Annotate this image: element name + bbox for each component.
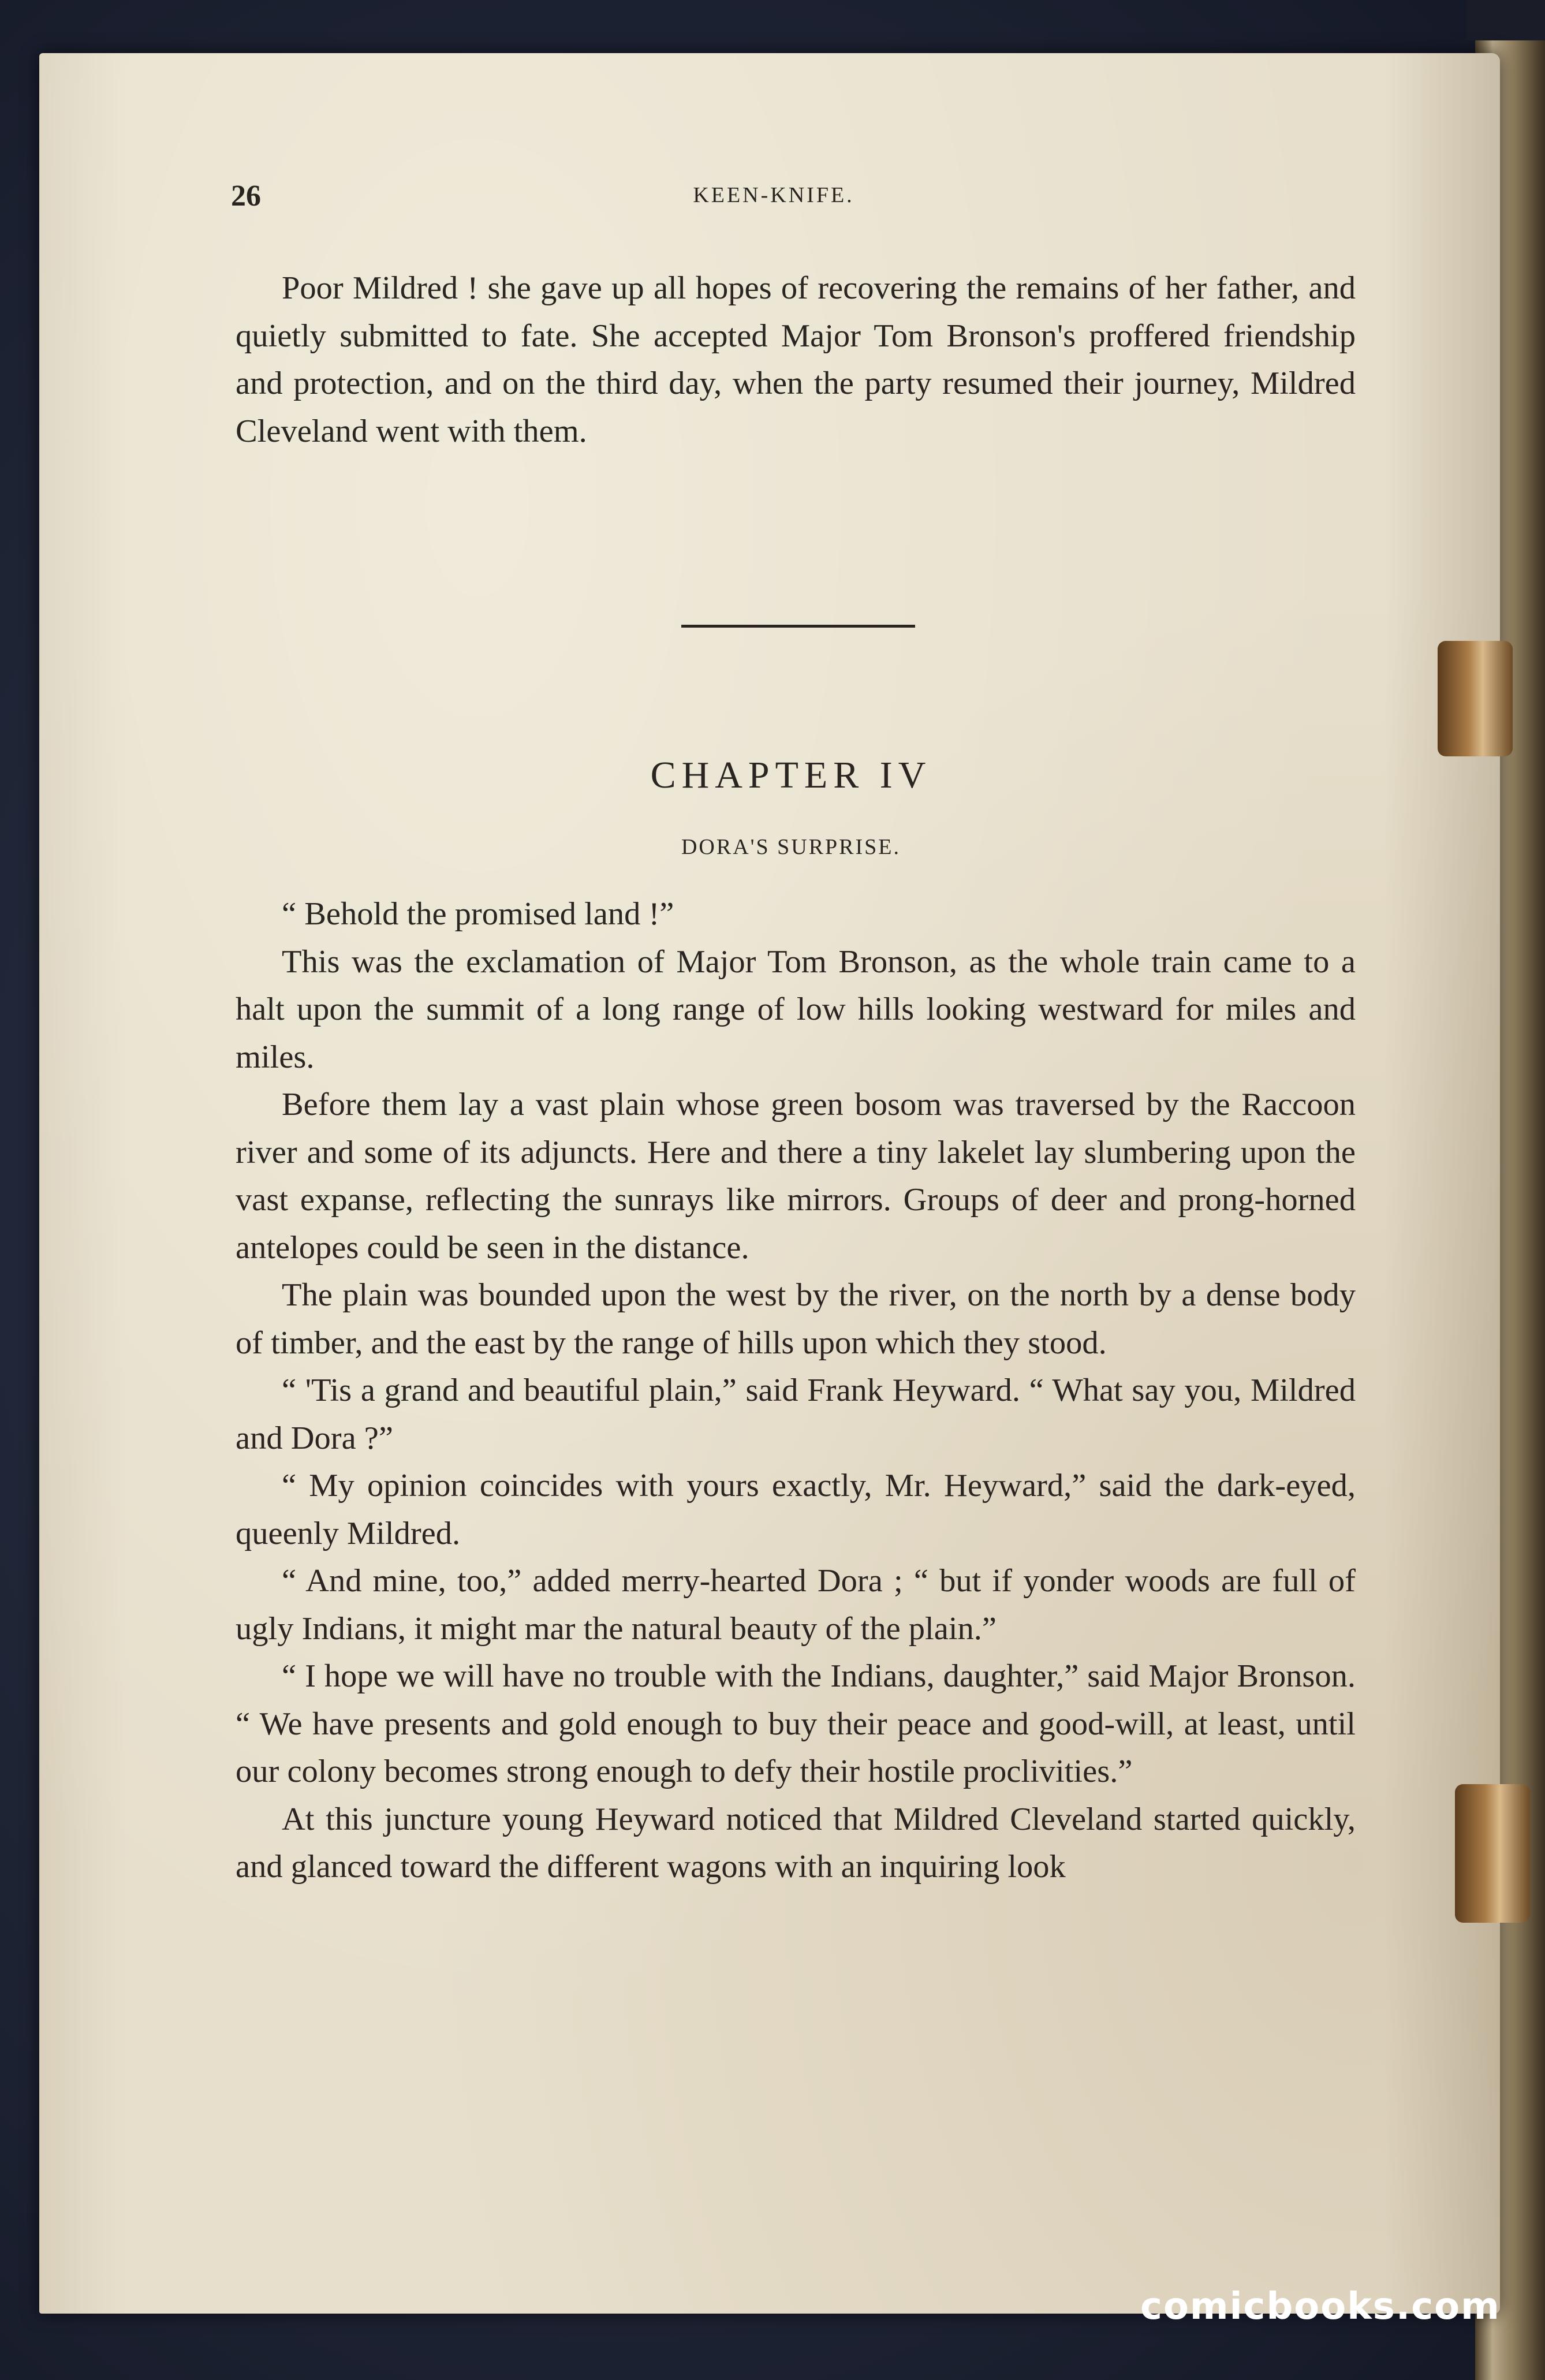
paragraph: Poor Mildred ! she gave up all hopes of recovering the remains of her father, and quietly submitted to fate. She accepted Major Tom Bronson's proffered friendship and protection, and on the third day, when the party resumed their journey, Mildred Cleveland went with them. bbox=[236, 270, 1356, 449]
paragraph: The plain was bounded upon the west by the river, on the north by a dense body of timber, and the east by the range of hills upon which they stood. bbox=[236, 1277, 1356, 1361]
binding-tab-lower bbox=[1455, 1784, 1530, 1923]
section-end-text bbox=[236, 264, 1356, 455]
watermark: comicbooks.com bbox=[1140, 2285, 1501, 2328]
paragraph: This was the exclamation of Major Tom Bronson, as the whole train came to a halt upon the summit of a long range of low hills looking westward for miles and miles. bbox=[236, 943, 1356, 1075]
paragraph: “ Behold the promised land !” bbox=[282, 896, 674, 932]
chapter-subtitle: DORA'S SURPRISE. bbox=[681, 835, 901, 859]
chapter-title: CHAPTER IV bbox=[650, 754, 932, 796]
page-number: 26 bbox=[231, 180, 261, 212]
paragraph: “ My opinion coincides with yours exactly, Mr. Heyward,” said the dark-eyed, queenly Mildred. bbox=[236, 1468, 1356, 1551]
running-head bbox=[231, 179, 1316, 219]
chapter-text bbox=[236, 890, 1356, 1891]
binding-tab-upper bbox=[1438, 641, 1513, 756]
paragraph: “ 'Tis a grand and beautiful plain,” said Frank Heyward. “ What say you, Mildred and Dora ?” bbox=[236, 1372, 1356, 1456]
paragraph: “ And mine, too,” added merry-hearted Dora ; “ but if yonder woods are full of ugly Indians, it might mar the natural beauty of the plain.” bbox=[236, 1563, 1356, 1647]
running-title: KEEN-KNIFE. bbox=[693, 183, 854, 207]
spine-shadow bbox=[1466, 0, 1545, 40]
paragraph: Before them lay a vast plain whose green bosom was traversed by the Raccoon river and some of its adjuncts. Here and there a tiny lakelet lay slumbering upon the vast expanse, reflecting the sunrays like mirrors. Groups of deer and prong-horned antelopes could be seen in the distance. bbox=[236, 1087, 1356, 1266]
paragraph: At this juncture young Heyward noticed that Mildred Cleveland started quickly, and glanced toward the different wagons with an inquiring look bbox=[236, 1801, 1356, 1885]
paragraph: “ I hope we will have no trouble with the Indians, daughter,” said Major Bronson. “ We have presents and gold enough to buy their peace and good-will, at least, until our colony becomes strong enough to defy their hostile proclivities.” bbox=[236, 1658, 1356, 1789]
section-divider bbox=[681, 625, 915, 628]
